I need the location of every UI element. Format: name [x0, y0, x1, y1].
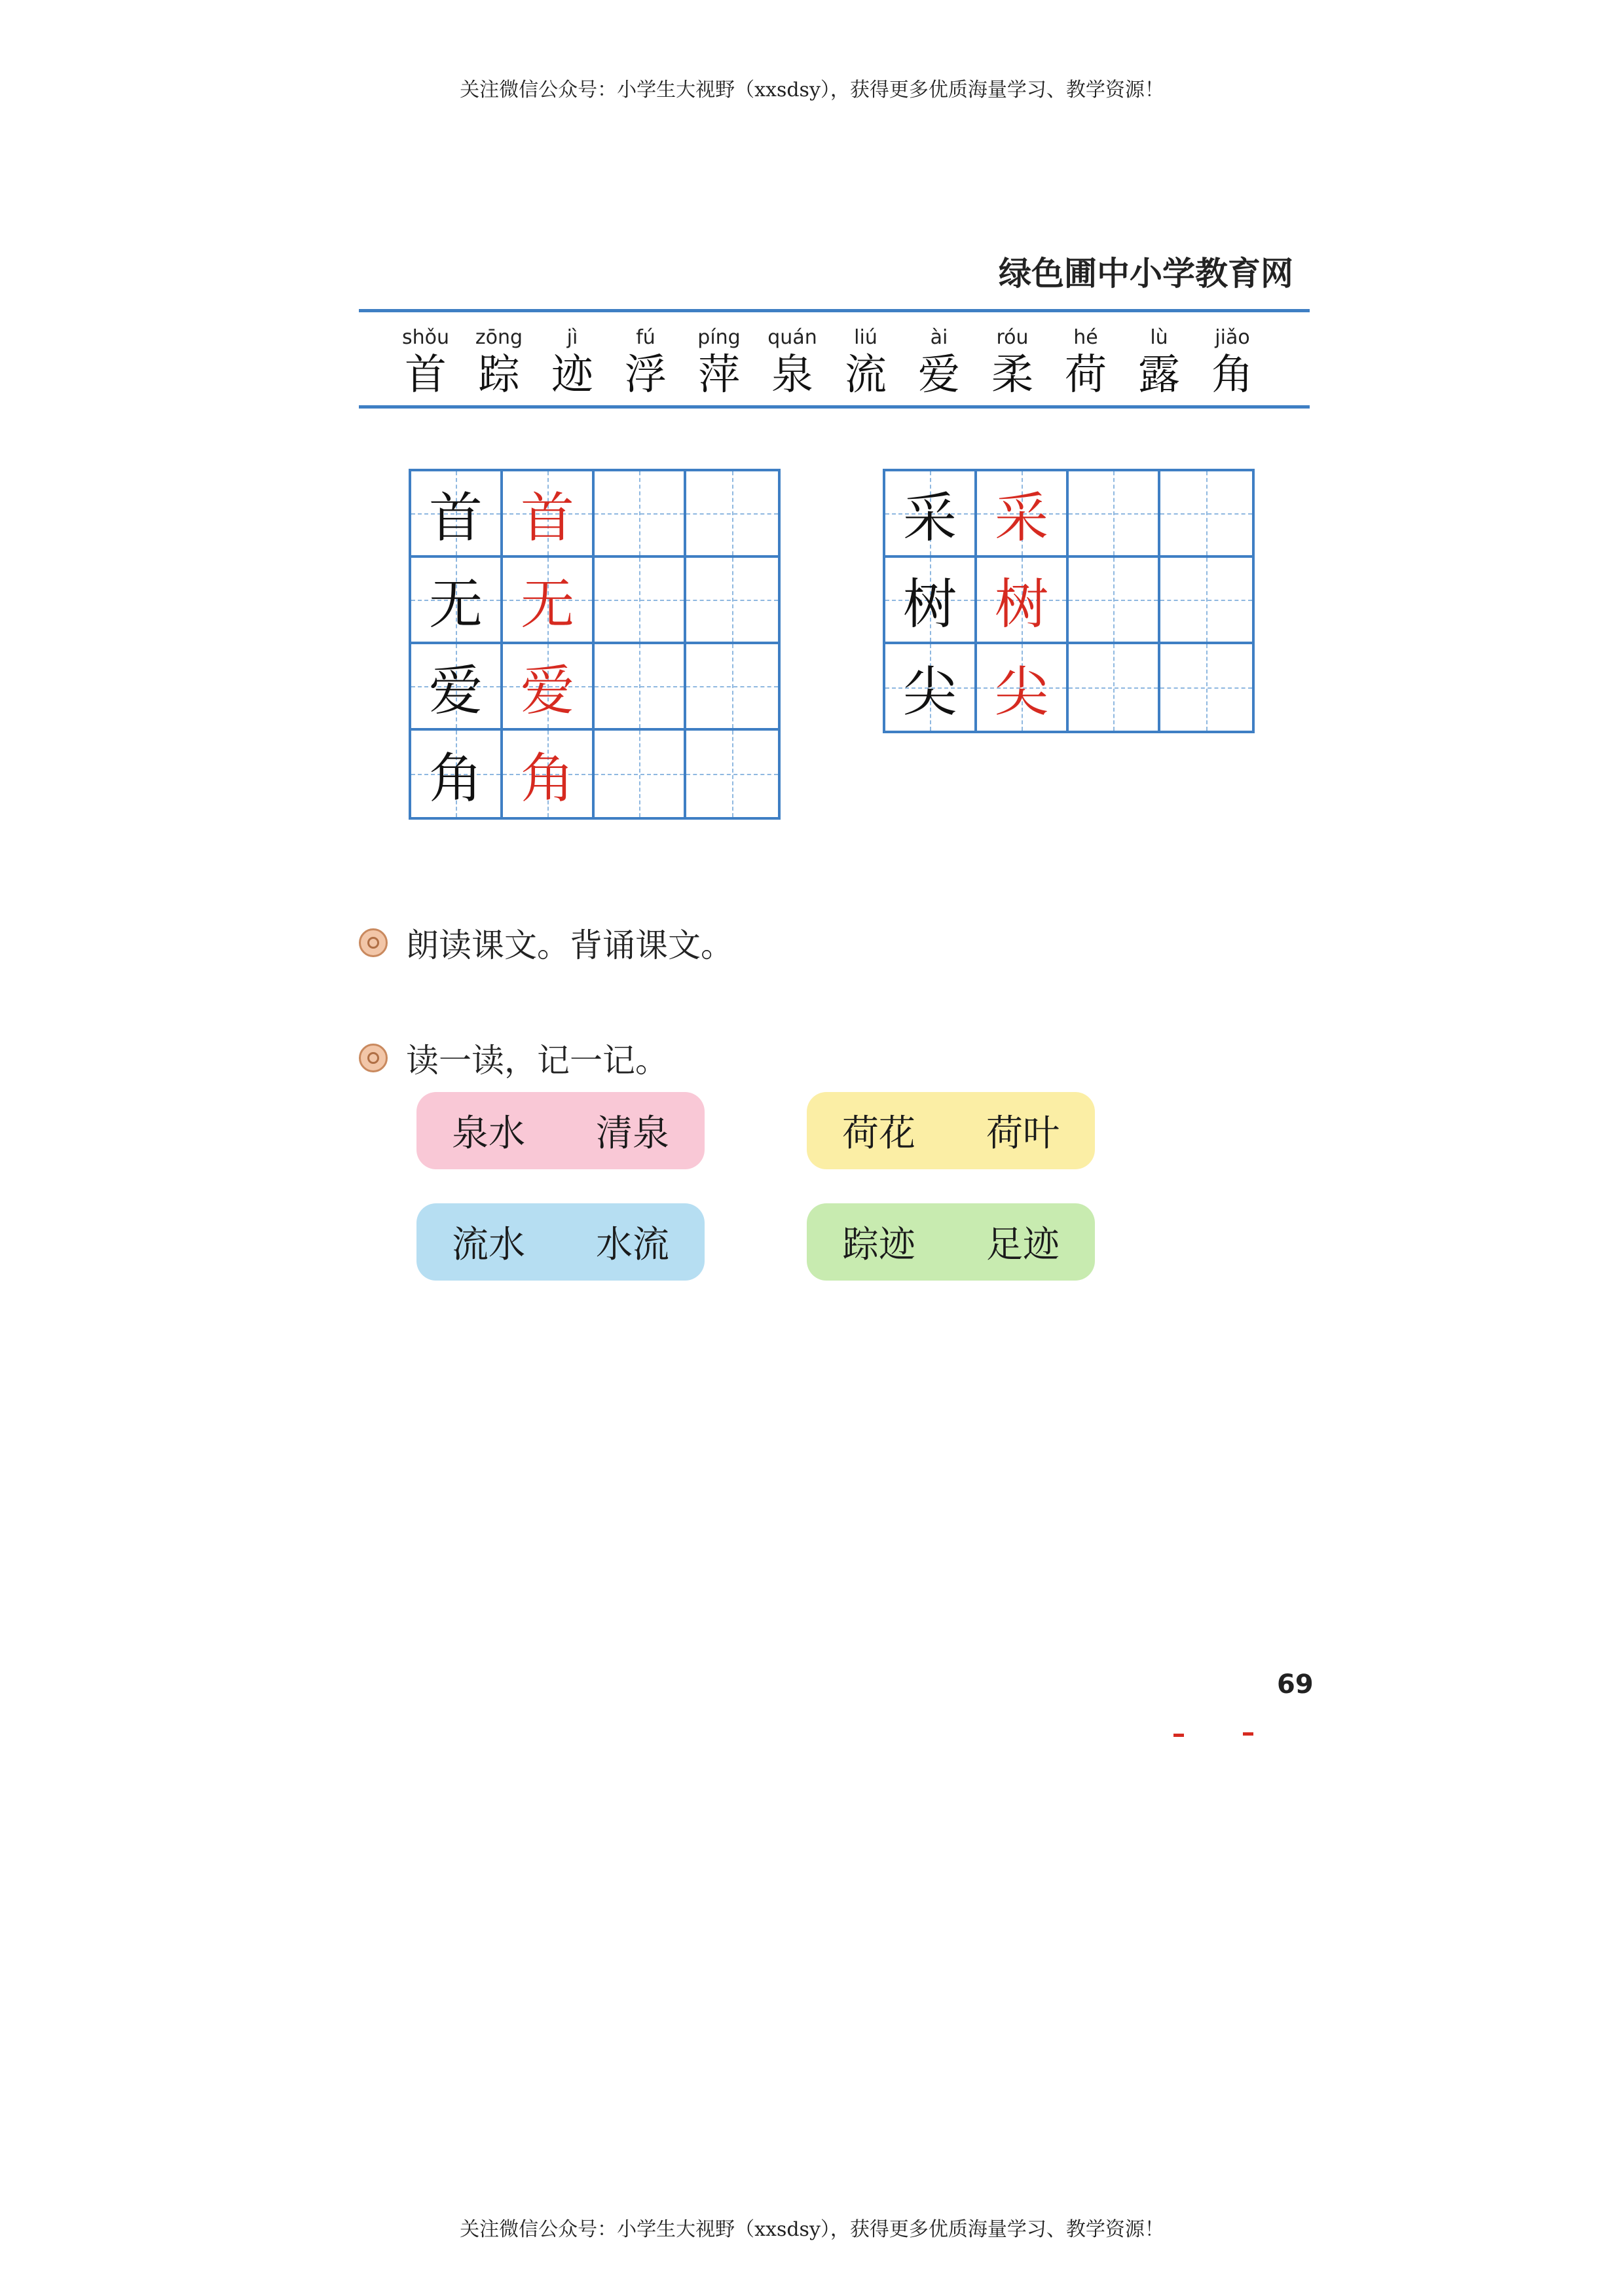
grid-cell [411, 471, 503, 558]
hanzi: 爱 [918, 351, 960, 399]
grid-cell [503, 731, 595, 817]
model-character: 树 [902, 573, 957, 636]
grid-cell-blank[interactable] [595, 558, 686, 644]
vocab-item [686, 325, 752, 400]
word-card-blue [416, 1203, 705, 1281]
pinyin: quán [767, 326, 817, 349]
red-dash-mark [1173, 1734, 1184, 1737]
hanzi: 浮 [625, 351, 667, 399]
vocab-item [833, 325, 898, 400]
model-character: 采 [902, 486, 957, 549]
model-character: 尖 [902, 661, 957, 723]
grid-cell-blank[interactable] [1160, 471, 1252, 558]
vocabulary-band [359, 309, 1310, 409]
hanzi: 迹 [551, 351, 593, 399]
hanzi: 泉 [771, 351, 813, 399]
task-read-remember [359, 1034, 668, 1082]
vocab-item [980, 325, 1045, 400]
trace-character: 尖 [994, 661, 1048, 723]
pinyin: fú [636, 326, 655, 349]
grid-cell [411, 644, 503, 731]
hanzi: 角 [1211, 351, 1253, 399]
word: 泉水 [452, 1112, 525, 1155]
grid-cell [885, 471, 977, 558]
task-read-aloud [359, 919, 733, 966]
grid-cell [503, 471, 595, 558]
trace-character: 爱 [520, 659, 574, 722]
vocab-item [1200, 325, 1265, 400]
task-text: 朗读课文。背诵课文。 [406, 926, 733, 964]
pinyin: zōng [475, 326, 523, 349]
word: 足迹 [986, 1224, 1060, 1266]
model-character: 首 [428, 486, 483, 549]
grid-cell [977, 644, 1069, 731]
grid-cell-blank[interactable] [1069, 558, 1160, 644]
writing-grid-left [409, 469, 781, 820]
grid-cell [977, 558, 1069, 644]
model-character: 角 [428, 747, 483, 810]
header-promo-note: 关注微信公众号：小学生大视野（xxsdsy），获得更多优质海量学习、教学资源！ [460, 79, 1164, 101]
hanzi: 柔 [991, 351, 1033, 399]
hanzi: 萍 [698, 351, 740, 399]
pinyin: shǒu [401, 326, 449, 349]
writing-grid-right [883, 469, 1255, 733]
grid-cell-blank[interactable] [1160, 558, 1252, 644]
trace-character: 无 [520, 573, 574, 636]
trace-character: 采 [994, 486, 1048, 549]
vocab-item [540, 325, 605, 400]
word: 踪迹 [842, 1224, 915, 1266]
vocab-item [906, 325, 972, 400]
footer-promo-note: 关注微信公众号：小学生大视野（xxsdsy），获得更多优质海量学习、教学资源！ [460, 2218, 1164, 2241]
grid-cell [503, 644, 595, 731]
grid-cell-blank[interactable] [686, 471, 778, 558]
pinyin: róu [996, 326, 1029, 349]
word: 荷花 [842, 1112, 915, 1155]
pinyin: lù [1150, 326, 1168, 349]
word: 流水 [452, 1224, 525, 1266]
grid-cell-blank[interactable] [686, 558, 778, 644]
vocab-item [613, 325, 678, 400]
grid-cell-blank[interactable] [686, 644, 778, 731]
vocab-item [1126, 325, 1192, 400]
task-bullet-icon [359, 928, 388, 957]
pinyin: jì [566, 326, 578, 349]
trace-character: 首 [520, 486, 574, 549]
trace-character: 角 [520, 747, 574, 810]
word: 清泉 [596, 1112, 669, 1155]
grid-cell-blank[interactable] [595, 644, 686, 731]
grid-cell-blank[interactable] [595, 471, 686, 558]
grid-cell [411, 558, 503, 644]
word-card-green [807, 1203, 1095, 1281]
grid-cell-blank[interactable] [1069, 644, 1160, 731]
grid-cell [885, 558, 977, 644]
vocab-item [760, 325, 825, 400]
model-character: 无 [428, 573, 483, 636]
page-number: 69 [1277, 1669, 1314, 1700]
hanzi: 露 [1138, 351, 1180, 399]
red-dash-mark [1243, 1732, 1253, 1736]
hanzi: 荷 [1065, 351, 1107, 399]
task-text: 读一读，记一记。 [406, 1042, 668, 1080]
word-card-pink [416, 1092, 705, 1169]
word: 水流 [596, 1224, 669, 1266]
pinyin: liú [854, 326, 877, 349]
site-name: 绿色圃中小学教育网 [999, 255, 1293, 293]
model-character: 爱 [428, 659, 483, 722]
grid-cell [411, 731, 503, 817]
pinyin: ài [930, 326, 948, 349]
vocab-item [466, 325, 532, 400]
grid-cell [503, 558, 595, 644]
hanzi: 首 [405, 351, 447, 399]
pinyin: jiǎo [1215, 326, 1250, 349]
trace-character: 树 [994, 573, 1048, 636]
grid-cell-blank[interactable] [686, 731, 778, 817]
pinyin: hé [1073, 326, 1098, 349]
vocab-item [1053, 325, 1118, 400]
vocab-item [393, 325, 458, 400]
hanzi: 流 [845, 351, 887, 399]
grid-cell-blank[interactable] [595, 731, 686, 817]
pinyin: píng [697, 326, 741, 349]
word-card-yellow [807, 1092, 1095, 1169]
grid-cell-blank[interactable] [1160, 644, 1252, 731]
grid-cell [977, 471, 1069, 558]
hanzi: 踪 [478, 351, 520, 399]
word: 荷叶 [986, 1112, 1060, 1155]
grid-cell [885, 644, 977, 731]
task-bullet-icon [359, 1044, 388, 1072]
grid-cell-blank[interactable] [1069, 471, 1160, 558]
